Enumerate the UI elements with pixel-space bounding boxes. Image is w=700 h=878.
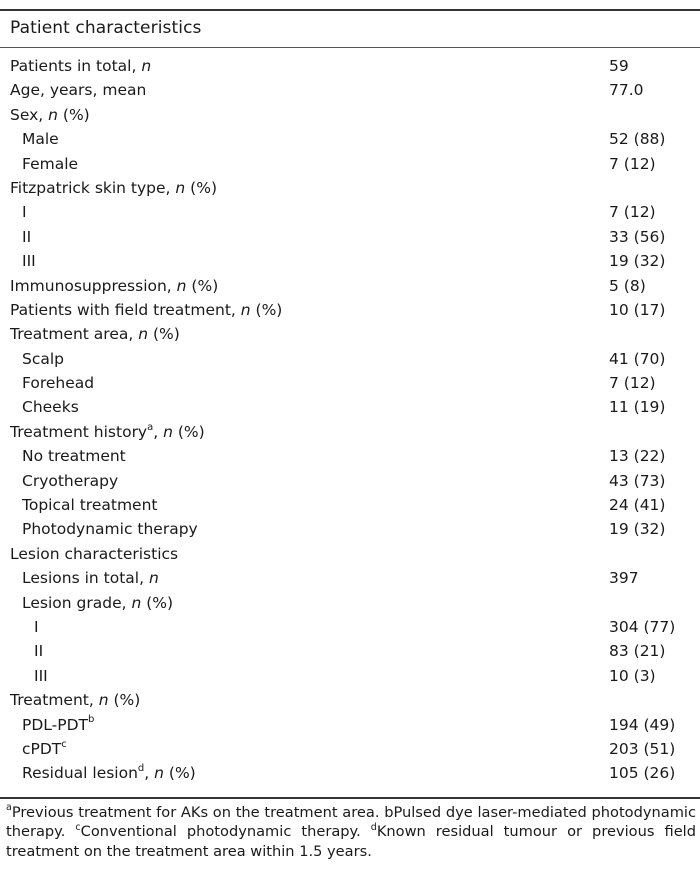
table-row: [0, 127, 700, 151]
row-label-text: Photodynamic therapy: [22, 520, 198, 539]
row-label-n: n: [141, 57, 152, 75]
row-label-text: Lesion grade,: [22, 593, 132, 612]
table-row: [0, 200, 700, 224]
row-label-n: n: [98, 691, 109, 710]
row-label-text: Sex,: [10, 105, 49, 124]
row-label-text: cPDT: [22, 739, 62, 758]
row-label-n: n: [240, 300, 251, 319]
table-row: [0, 566, 700, 590]
table-row: [0, 688, 700, 712]
row-label-text: Scalp: [22, 349, 65, 368]
row-value: 41 (70): [609, 349, 666, 368]
table-row: [0, 444, 700, 468]
row-label: [22, 469, 118, 493]
row-label: [22, 152, 78, 176]
row-label: [22, 566, 159, 590]
row-label-n: n: [148, 569, 159, 588]
row-label-text: PDL-PDT: [22, 715, 88, 734]
row-value: 24 (41): [609, 496, 666, 515]
row-label: [10, 298, 282, 322]
row-value: 11 (19): [609, 398, 666, 417]
row-label-n: n: [176, 276, 187, 295]
table-row: [0, 517, 700, 541]
footnote-marker: d: [370, 821, 377, 833]
table-row: [0, 298, 700, 322]
footnote-marker: c: [75, 821, 81, 833]
row-value: 7 (12): [609, 374, 656, 393]
row-label-separator: ,: [144, 764, 155, 783]
row-label: [34, 639, 43, 663]
top-rule: [0, 9, 700, 11]
table-row: [0, 176, 700, 200]
row-label-text: Residual lesion: [22, 764, 138, 783]
row-label-suffix: (%): [186, 276, 219, 295]
footnotes: [6, 803, 696, 861]
row-value: 105 (26): [609, 764, 676, 783]
row-label: [10, 274, 218, 298]
row-label-text: Male: [22, 130, 59, 149]
row-label-text: No treatment: [22, 447, 126, 466]
row-label-text: Treatment area,: [10, 325, 139, 344]
row-label: [22, 225, 31, 249]
table-row: [0, 542, 700, 566]
row-label: [22, 127, 59, 151]
table-row: [0, 395, 700, 419]
row-label-n: n: [154, 764, 164, 783]
table-row: [0, 737, 700, 761]
table-row: [0, 152, 700, 176]
row-label-n: n: [138, 325, 149, 344]
row-label: [10, 176, 217, 200]
footnote-marker: a: [6, 802, 12, 814]
row-value: 7 (12): [609, 154, 656, 173]
row-label-suffix: (%): [148, 325, 180, 344]
row-label-text: Female: [22, 154, 79, 173]
row-label-text: I: [22, 203, 27, 222]
row-label-text: Age, years, mean: [10, 81, 147, 100]
table-row: [0, 225, 700, 249]
row-label-text: Cheeks: [22, 398, 79, 417]
row-label: [10, 78, 146, 102]
row-label-n: n: [48, 105, 58, 124]
row-label: [10, 688, 140, 712]
row-label-n: n: [163, 422, 173, 441]
row-label-text: Immunosuppression,: [10, 276, 177, 295]
row-label: [22, 444, 126, 468]
table-title: Patient characteristics: [10, 18, 202, 38]
row-label-suffix: (%): [185, 178, 217, 197]
table-row: [0, 591, 700, 615]
table-row: [0, 639, 700, 663]
row-label-n: n: [131, 593, 142, 612]
row-label-suffix: (%): [141, 593, 174, 612]
table-row: [0, 493, 700, 517]
row-label: [22, 249, 36, 273]
row-label: [34, 615, 39, 639]
row-label-suffix: (%): [172, 422, 205, 441]
row-value: 52 (88): [609, 130, 666, 149]
row-label-suffix: (%): [108, 691, 141, 710]
footnote-text: Conventional photodynamic therapy.: [80, 823, 371, 841]
row-label-text: II: [34, 642, 44, 661]
row-label: [10, 103, 90, 127]
table-row: [0, 664, 700, 688]
header-rule: [0, 47, 700, 48]
row-label: [22, 713, 94, 737]
table-row: [0, 615, 700, 639]
row-label-text: Treatment history: [10, 422, 148, 441]
row-label: [10, 542, 178, 566]
row-value: 397: [609, 569, 639, 588]
row-label: [22, 347, 64, 371]
table-row: [0, 249, 700, 273]
row-label-n: n: [175, 178, 186, 197]
table-row: [0, 713, 700, 737]
row-label: [22, 493, 157, 517]
row-value: 43 (73): [609, 471, 666, 490]
row-value: 19 (32): [609, 252, 666, 271]
table-row: [0, 420, 700, 444]
row-label-text: Treatment,: [10, 691, 99, 710]
table-row: [0, 274, 700, 298]
row-label-text: Forehead: [22, 374, 95, 393]
footnote-marker: b: [88, 714, 95, 726]
footnote-text: Previous treatment for AKs on the treatment area. bPulsed dye laser-mediated photodynamic therapy.: [6, 804, 696, 841]
footnote-text: Known residual tumour or previous field treatment on the treatment area within 1.5 years.: [6, 823, 696, 860]
table-row: [0, 469, 700, 493]
row-label-text: Lesion characteristics: [10, 544, 179, 563]
footnote-marker: c: [61, 738, 67, 750]
row-label: [22, 517, 198, 541]
row-value: 59: [609, 57, 629, 75]
row-label-suffix: (%): [163, 764, 196, 783]
row-label: [34, 664, 48, 688]
row-value: 19 (32): [609, 520, 666, 539]
footnote-marker: d: [137, 763, 145, 775]
row-value: 10 (3): [609, 666, 656, 685]
row-value: 13 (22): [609, 447, 666, 466]
row-label: [10, 54, 151, 78]
row-label: [22, 591, 173, 615]
table-body: [0, 54, 700, 786]
row-label-suffix: (%): [57, 105, 90, 124]
row-label-text: Fitzpatrick skin type,: [10, 178, 176, 197]
table-row: [0, 78, 700, 102]
footnote-marker: a: [147, 421, 154, 433]
row-value: 194 (49): [609, 715, 676, 734]
row-label-text: Topical treatment: [22, 496, 158, 515]
table-row: [0, 371, 700, 395]
row-label: [10, 420, 205, 444]
row-label-suffix: (%): [250, 300, 283, 319]
row-label-text: I: [34, 617, 39, 636]
row-label: [22, 761, 196, 785]
row-label: [22, 395, 79, 419]
row-value: 33 (56): [609, 227, 666, 246]
row-label-text: II: [22, 227, 32, 246]
row-value: 304 (77): [609, 617, 676, 636]
row-label-text: III: [34, 666, 48, 685]
row-value: 77.0: [609, 81, 644, 100]
table-row: [0, 347, 700, 371]
row-label-text: Cryotherapy: [22, 471, 119, 490]
row-label-text: Lesions in total,: [22, 569, 149, 588]
row-label: [10, 322, 180, 346]
row-label-text: Patients with field treatment,: [10, 300, 241, 319]
row-label: [22, 737, 67, 761]
row-value: 203 (51): [609, 739, 676, 758]
table-row: [0, 761, 700, 785]
row-label-text: Patients in total,: [10, 57, 142, 75]
row-value: 10 (17): [609, 300, 666, 319]
row-label: [22, 200, 27, 224]
table-row: [0, 103, 700, 127]
table-row: [0, 54, 700, 78]
row-value: 5 (8): [609, 276, 646, 295]
row-value: 7 (12): [609, 203, 656, 222]
row-label-separator: ,: [153, 422, 164, 441]
row-label: [22, 371, 94, 395]
row-label-text: III: [22, 252, 36, 271]
row-value: 83 (21): [609, 642, 666, 661]
table-row: [0, 322, 700, 346]
bottom-rule: [0, 797, 700, 799]
